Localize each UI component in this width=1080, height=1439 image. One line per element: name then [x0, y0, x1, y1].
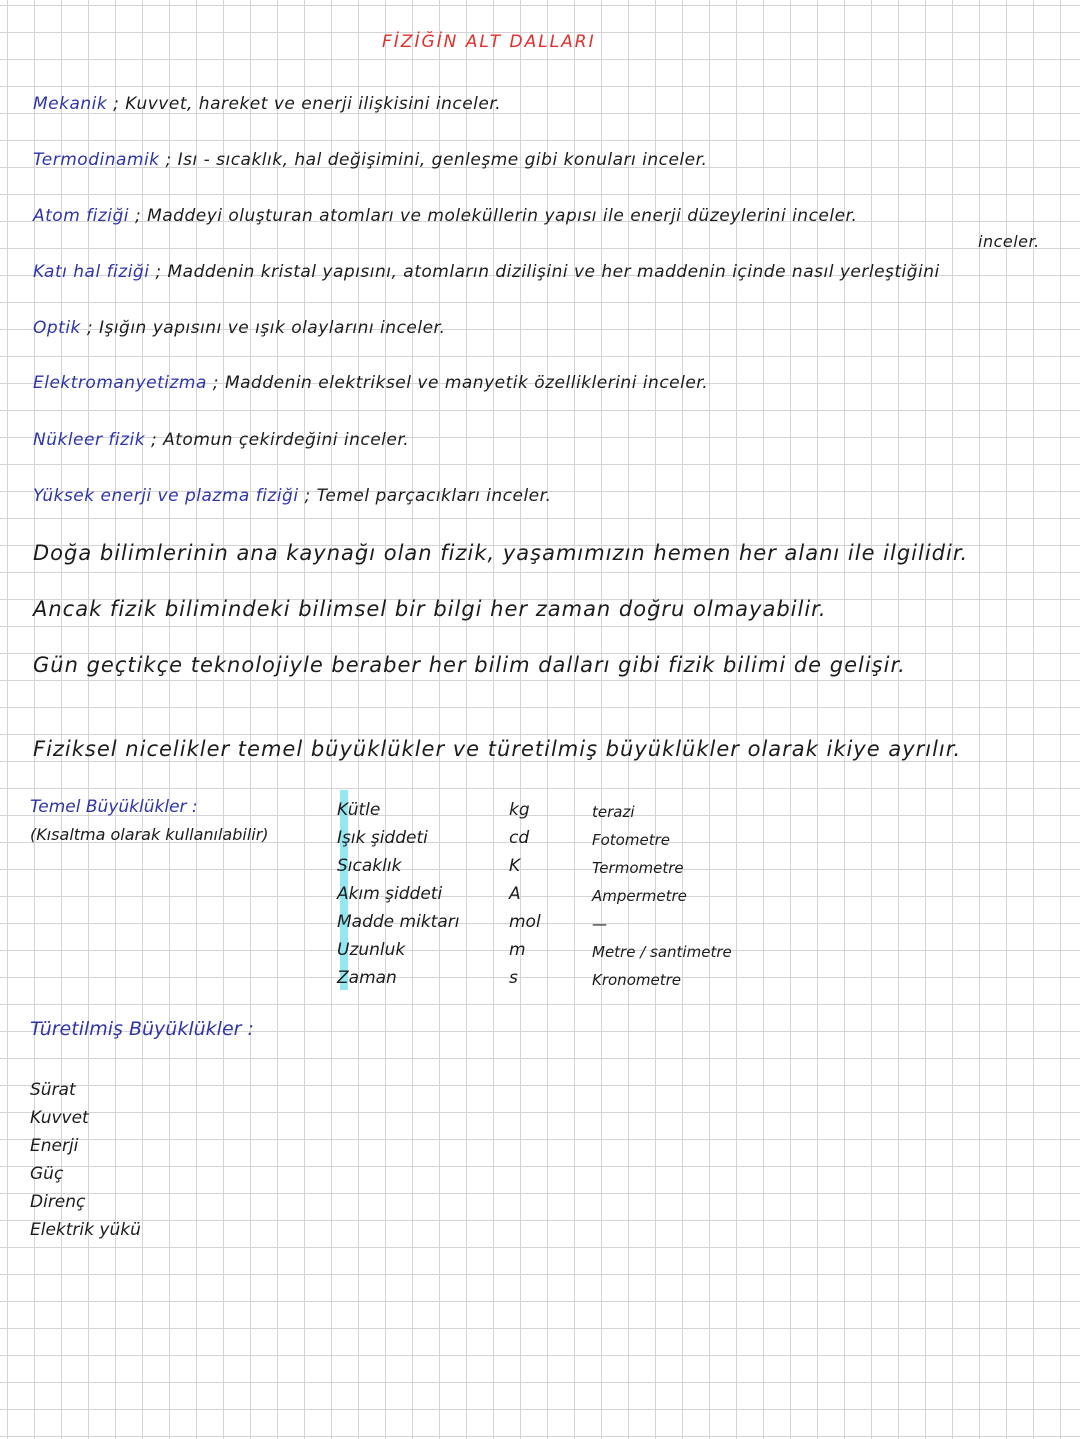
branch-term: Yüksek enerji ve plazma fiziği	[33, 486, 299, 506]
quantity-instrument: Kronometre	[592, 971, 681, 989]
paragraph-2: Ancak fizik bilimindeki bilimsel bir bilgi her zaman doğru olmayabilir.	[33, 597, 827, 621]
list-item: Kuvvet	[30, 1108, 89, 1128]
branch-kati-hal-fizigi	[33, 262, 940, 282]
branch-yuksek-enerji	[33, 486, 551, 506]
derived-quantities-label: Türetilmiş Büyüklükler :	[30, 1018, 254, 1040]
branch-desc: Temel parçacıkları inceler.	[316, 486, 552, 506]
quantity-name: Kütle	[337, 800, 381, 820]
basic-instruments-column	[592, 798, 732, 994]
quantities-sentence: Fiziksel nicelikler temel büyüklükler ve türetilmiş büyüklükler olarak ikiye ayrılır.	[33, 737, 962, 761]
quantity-unit: s	[509, 968, 518, 988]
derived-quantities-list	[30, 1076, 141, 1244]
basic-quantities-label: Temel Büyüklükler :	[30, 797, 198, 817]
quantity-name: Sıcaklık	[337, 856, 402, 876]
paragraph-1: Doğa bilimlerinin ana kaynağı olan fizik, yaşamımızın hemen her alanı ile ilgilidir.	[33, 541, 969, 565]
list-item: Güç	[30, 1164, 64, 1184]
branch-term: Optik	[33, 318, 81, 338]
list-item: Enerji	[30, 1136, 79, 1156]
branch-separator: ;	[113, 94, 126, 114]
quantity-name: Zaman	[337, 968, 397, 988]
basic-quantities-note: (Kısaltma olarak kullanılabilir)	[30, 825, 269, 844]
quantity-instrument: Metre / santimetre	[592, 943, 732, 961]
branch-term: Katı hal fiziği	[33, 262, 150, 282]
quantity-unit: A	[509, 884, 521, 904]
branch-separator: ;	[155, 262, 168, 282]
quantity-instrument: terazi	[592, 803, 635, 821]
branch-separator: ;	[134, 206, 148, 226]
branch-desc: Işığın yapısını ve ışık olaylarını inceler.	[98, 318, 446, 338]
branch-separator: ;	[150, 430, 164, 450]
branch-term: Mekanik	[33, 94, 108, 114]
quantity-unit: kg	[509, 800, 530, 820]
quantity-name: Madde miktarı	[337, 912, 460, 932]
quantity-unit: cd	[509, 828, 530, 848]
branch-term: Termodinamik	[33, 150, 160, 170]
branch-mekanik	[33, 94, 501, 114]
branch-term: Nükleer fizik	[33, 430, 146, 450]
basic-names-column	[337, 796, 459, 992]
branch-optik	[33, 318, 445, 338]
branch-separator: ;	[86, 318, 99, 338]
quantity-unit: m	[509, 940, 526, 960]
list-item: Elektrik yükü	[30, 1220, 141, 1240]
list-item: Sürat	[30, 1080, 76, 1100]
quantity-name: Uzunluk	[337, 940, 406, 960]
branch-nukleer-fizik	[33, 430, 409, 450]
quantity-name: Işık şiddeti	[337, 828, 428, 848]
branch-separator: ;	[304, 486, 317, 506]
branch-elektromanyetizma	[33, 373, 708, 393]
branch-desc: Maddeyi oluşturan atomları ve moleküllerin yapısı ile enerji düzeylerini inceler.	[147, 206, 858, 226]
basic-units-column	[509, 796, 541, 992]
branch-separator: ;	[165, 150, 178, 170]
branch-desc: Atomun çekirdeğini inceler.	[163, 430, 410, 450]
branch-wrap-continuation: inceler.	[978, 232, 1040, 251]
quantity-instrument: —	[592, 915, 607, 933]
branch-term: Elektromanyetizma	[33, 373, 207, 393]
quantity-name: Akım şiddeti	[337, 884, 443, 904]
branch-separator: ;	[212, 373, 225, 393]
branch-termodinamik	[33, 150, 707, 170]
branch-term: Atom fiziği	[33, 206, 130, 226]
branch-desc: Kuvvet, hareket ve enerji ilişkisini inceler.	[125, 94, 502, 114]
branch-desc: Maddenin elektriksel ve manyetik özelliklerini inceler.	[224, 373, 709, 393]
branch-desc: Maddenin kristal yapısını, atomların dizilişini ve her maddenin içinde nasıl yerleştiğini	[167, 262, 940, 282]
quantity-unit: K	[509, 856, 521, 876]
branch-desc: Isı - sıcaklık, hal değişimini, genleşme gibi konuları inceler.	[177, 150, 708, 170]
paragraph-3: Gün geçtikçe teknolojiyle beraber her bilim dalları gibi fizik bilimi de gelişir.	[33, 653, 906, 677]
page-title: FİZİĞİN ALT DALLARI	[382, 32, 596, 52]
quantity-instrument: Fotometre	[592, 831, 670, 849]
list-item: Direnç	[30, 1192, 86, 1212]
quantity-instrument: Ampermetre	[592, 887, 687, 905]
quantity-unit: mol	[509, 912, 541, 932]
quantity-instrument: Termometre	[592, 859, 684, 877]
branch-atom-fizigi	[33, 206, 857, 226]
